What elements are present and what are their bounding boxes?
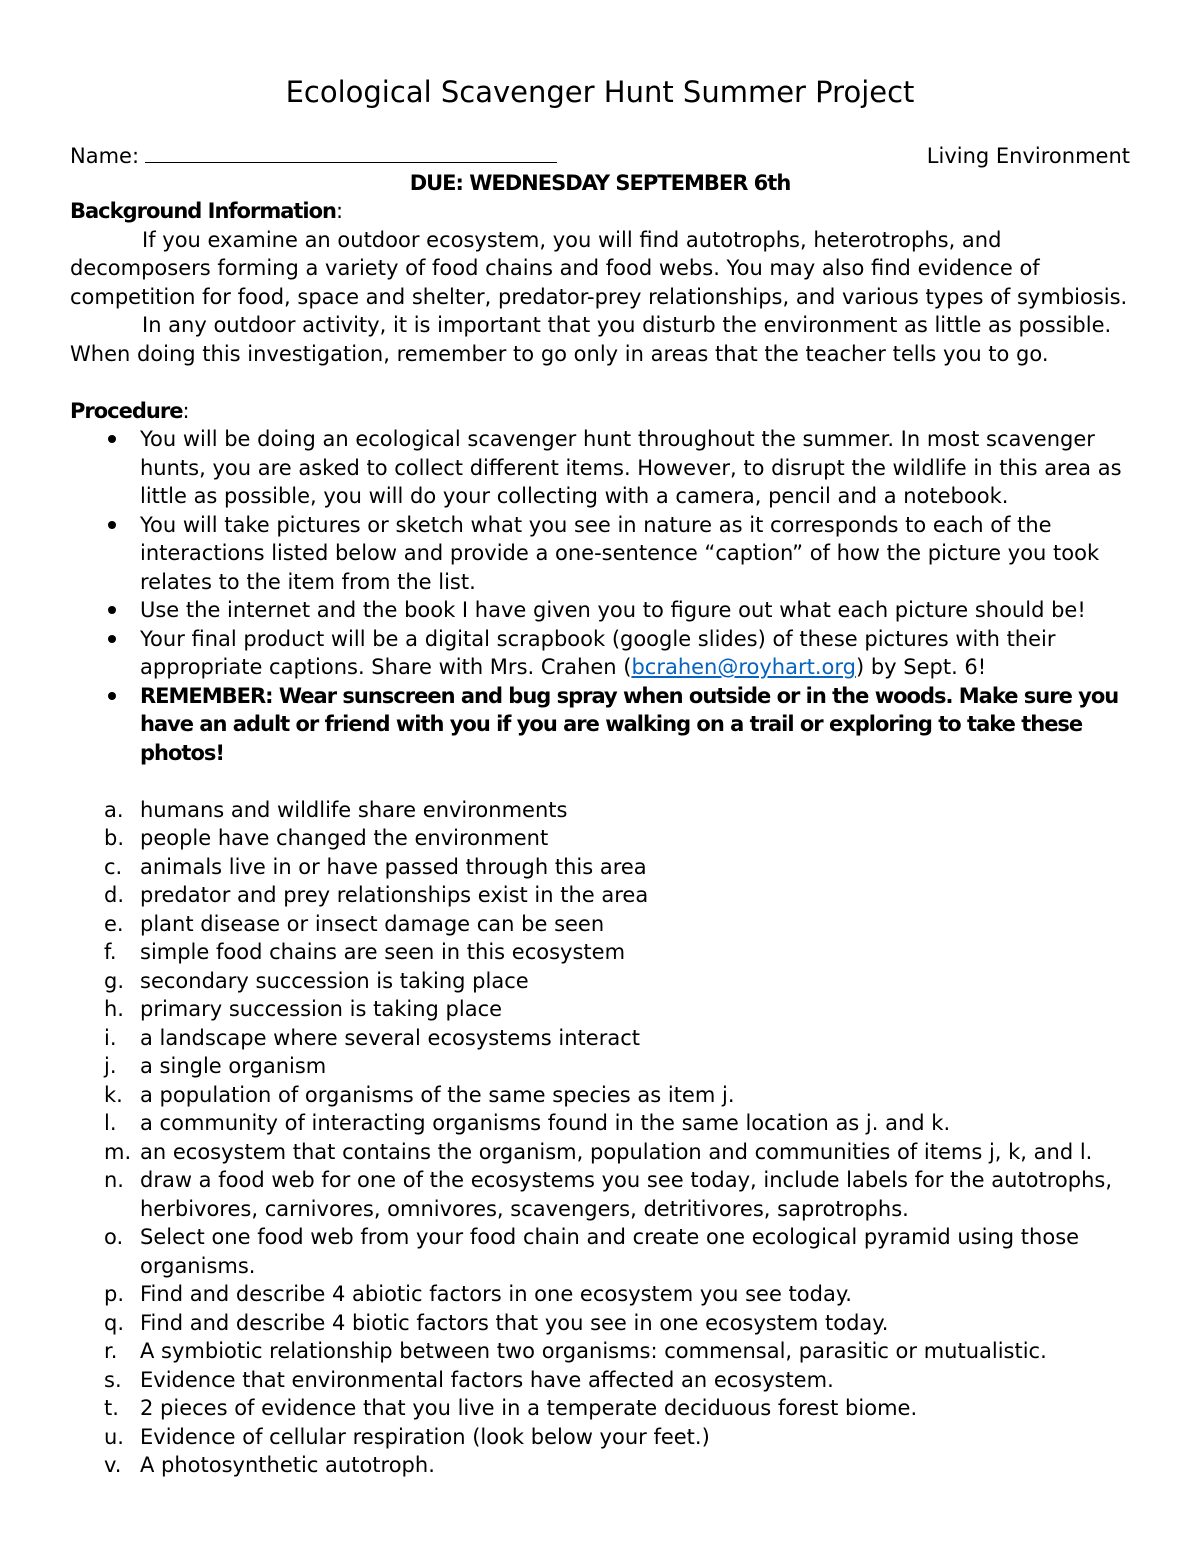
list-item (70, 967, 1130, 996)
list-item-text: a population of organisms of the same species as item j. (140, 1082, 735, 1107)
reminder-text: REMEMBER: Wear sunscreen and bug spray when outside or in the woods. Make sure you have an adult or friend with you if you are walking on a trail or exploring to take these photos! (140, 683, 1119, 765)
bullet-dot-icon (108, 521, 116, 529)
document-title: Ecological Scavenger Hunt Summer Project (285, 75, 915, 109)
bullet-dot-icon (108, 692, 116, 700)
list-item-text: Evidence of cellular respiration (look below your feet.) (140, 1424, 710, 1449)
list-item-letter: b. (104, 826, 125, 850)
list-item-letter: v. (104, 1453, 122, 1477)
list-item (70, 1223, 1130, 1280)
procedure-bullet (70, 596, 1130, 625)
list-item-text: humans and wildlife share environments (140, 797, 568, 822)
list-item-text: an ecosystem that contains the organism, population and communities of items j, k, and l. (140, 1139, 1093, 1164)
list-item-text: Evidence that environmental factors have affected an ecosystem. (140, 1367, 834, 1392)
procedure-heading (70, 397, 1130, 426)
list-item-letter: c. (104, 854, 123, 879)
list-item (70, 1024, 1130, 1053)
list-item (70, 796, 1130, 825)
list-item (70, 1394, 1130, 1423)
list-item-letter: o. (104, 1225, 124, 1249)
spacer (70, 767, 1130, 796)
scavenger-items-list (70, 796, 1130, 1480)
list-item-letter: r. (104, 1339, 118, 1363)
list-item (70, 910, 1130, 939)
list-item-text: plant disease or insect damage can be seen (140, 911, 605, 936)
name-field (70, 140, 557, 171)
list-item-letter: n. (104, 1168, 124, 1192)
background-heading (70, 197, 1130, 226)
list-item-letter: d. (104, 883, 125, 907)
list-item-letter: e. (104, 911, 124, 936)
list-item-letter: k. (104, 1082, 123, 1107)
list-item (70, 1423, 1130, 1452)
list-item-text: animals live in or have passed through this area (140, 854, 647, 879)
procedure-bullet (70, 625, 1130, 682)
list-item-letter: g. (104, 968, 125, 993)
list-item-text: a single organism (140, 1054, 327, 1078)
procedure-label: Procedure (70, 398, 183, 423)
list-item (70, 1337, 1130, 1366)
list-item (70, 853, 1130, 882)
list-item-letter: a. (104, 797, 124, 822)
procedure-bullet-text: You will take pictures or sketch what you see in nature as it corresponds to each of the interactions listed below and provide a one-sentence “caption” of how the picture you took relates to the item from the list. (140, 512, 1100, 594)
list-item (70, 995, 1130, 1024)
list-item (70, 1366, 1130, 1395)
list-item-letter: q. (104, 1310, 125, 1335)
list-item (70, 1138, 1130, 1167)
list-item-text: Find and describe 4 abiotic factors in one ecosystem you see today. (140, 1282, 852, 1306)
list-item (70, 1309, 1130, 1338)
list-item (70, 1166, 1130, 1223)
list-item (70, 1081, 1130, 1110)
name-blank-line (145, 140, 557, 163)
background-colon: : (336, 199, 344, 223)
list-item-letter: j. (104, 1054, 117, 1078)
list-item-text: people have changed the environment (140, 826, 549, 850)
procedure-bullet (70, 511, 1130, 597)
list-item-letter: h. (104, 997, 124, 1021)
background-paragraph-2: In any outdoor activity, it is important that you disturb the environment as little as possible. When doing this investigation, remember to go only in areas that the teacher tells you to go. (70, 313, 1112, 366)
list-item (70, 1109, 1130, 1138)
background-paragraph-1: If you examine an outdoor ecosystem, you will find autotrophs, heterotrophs, and decomposers forming a variety of food chains and food webs. You may also find evidence of competition for food, space and shelter, predator-prey relationships, and various types of symbiosis. (70, 227, 1128, 309)
list-item (70, 1280, 1130, 1309)
list-item-letter: u. (104, 1424, 124, 1449)
list-item (70, 881, 1130, 910)
course-label: Living Environment (926, 144, 1130, 168)
list-item-text: draw a food web for one of the ecosystems you see today, include labels for the autotrophs, herbivores, carnivores, omnivores, scavengers, detritivores, saprotrophs. (140, 1168, 1113, 1221)
procedure-bullet-text: Use the internet and the book I have given you to figure out what each picture should be! (140, 598, 1086, 622)
bullet-dot-icon (108, 635, 116, 643)
bullet-dot-icon (108, 435, 116, 443)
name-label: Name: (70, 144, 140, 168)
list-item-text: secondary succession is taking place (140, 968, 529, 993)
procedure-bullet-text: You will be doing an ecological scavenger hunt throughout the summer. In most scavenger hunts, you are asked to collect different items. However, to disrupt the wildlife in this area as little as possible, you will do your collecting with a camera, pencil and a notebook. (140, 427, 1122, 508)
list-item-text: predator and prey relationships exist in the area (140, 883, 649, 907)
list-item-text: 2 pieces of evidence that you live in a temperate deciduous forest biome. (140, 1396, 918, 1420)
background-label: Background Information (70, 199, 337, 223)
procedure-colon: : (182, 398, 190, 423)
list-item-text: a community of interacting organisms found in the same location as j. and k. (140, 1111, 951, 1135)
list-item-text: simple food chains are seen in this ecosystem (140, 940, 626, 964)
list-item-letter: f. (104, 940, 117, 964)
list-item (70, 824, 1130, 853)
procedure-list (70, 425, 1130, 767)
procedure-bullet (70, 425, 1130, 511)
list-item-letter: i. (104, 1025, 117, 1050)
list-item-letter: m. (104, 1139, 132, 1164)
list-item-text: Select one food web from your food chain and create one ecological pyramid using those organisms. (140, 1225, 1080, 1278)
list-item (70, 938, 1130, 967)
list-item-letter: l. (104, 1111, 117, 1135)
list-item-text: A photosynthetic autotroph. (140, 1453, 435, 1477)
procedure-bullet-text-after: ) by Sept. 6! (855, 655, 987, 679)
list-item-text: primary succession is taking place (140, 997, 503, 1021)
list-item (70, 1451, 1130, 1480)
list-item-text: Find and describe 4 biotic factors that you see in one ecosystem today. (140, 1310, 889, 1335)
list-item-letter: s. (104, 1367, 122, 1392)
list-item (70, 1052, 1130, 1081)
list-item-letter: t. (104, 1396, 119, 1420)
bullet-dot-icon (108, 606, 116, 614)
due-date: DUE: WEDNESDAY SEPTEMBER 6th (409, 170, 791, 195)
email-link[interactable]: bcrahen@royhart.org (631, 655, 856, 679)
list-item-text: A symbiotic relationship between two organisms: commensal, parasitic or mutualistic. (140, 1339, 1047, 1363)
procedure-reminder (70, 682, 1130, 768)
header-row (70, 140, 1130, 169)
list-item-text: a landscape where several ecosystems interact (140, 1025, 640, 1050)
list-item-letter: p. (104, 1282, 125, 1306)
spacer (70, 368, 1130, 397)
procedure-bullet-text-before: Your final product will be a digital scrapbook (google slides) of these pictures with their appropriate captions. Share with Mrs. Crahen ( (140, 626, 1056, 679)
